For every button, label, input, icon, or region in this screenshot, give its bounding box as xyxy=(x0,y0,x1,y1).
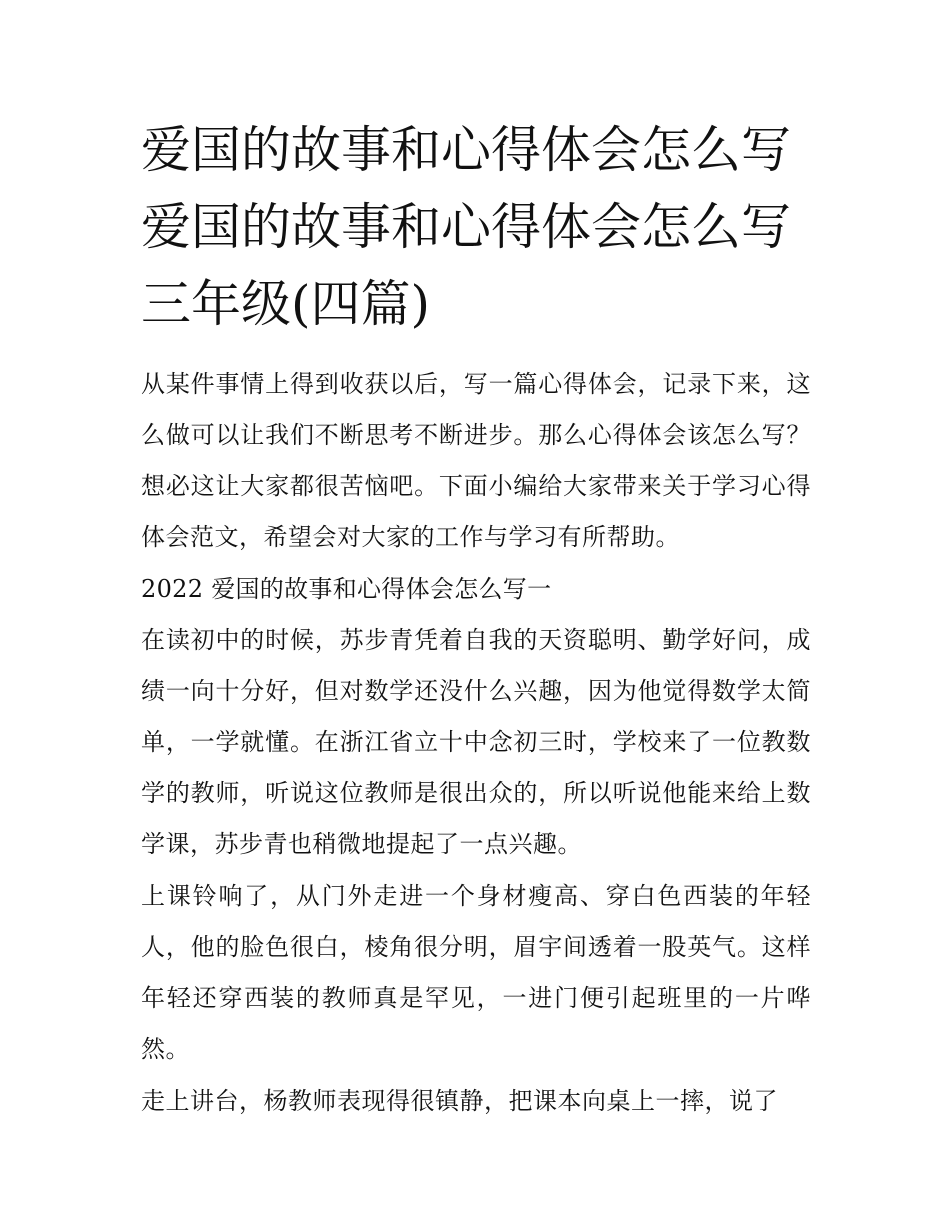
intro-paragraph: 从某件事情上得到收获以后，写一篇心得体会，记录下来，这么做可以让我们不断思考不断进步。那么心得体会该怎么写？想必这让大家都很苦恼吧。下面小编给大家带来关于学习心得体会范文，希望会对大家的工作与学习有所帮助。 xyxy=(141,370,811,551)
document-title xyxy=(141,112,811,343)
title-line: 三年级(四篇) xyxy=(141,275,431,333)
document-body xyxy=(141,112,811,1128)
title-line: 爱国的故事和心得体会怎么写 xyxy=(141,198,791,256)
body-paragraph: 上课铃响了，从门外走进一个身材瘦高、穿白色西装的年轻人，他的脸色很白，棱角很分明，眉宇间透着一股英气。这样年轻还穿西装的教师真是罕见，一进门便引起班里的一片哗然。 xyxy=(141,882,811,1063)
section-heading: 2022 爱国的故事和心得体会怎么写一 xyxy=(141,575,552,603)
title-line: 爱国的故事和心得体会怎么写 xyxy=(141,121,791,179)
body-paragraph: 走上讲台，杨教师表现得很镇静，把课本向桌上一摔，说了 xyxy=(141,1087,778,1115)
body-paragraph: 在读初中的时候，苏步青凭着自我的天资聪明、勤学好问，成绩一向十分好，但对数学还没什么兴趣，因为他觉得数学太简单，一学就懂。在浙江省立十中念初三时，学校来了一位教数学的教师，听说这位教师是很出众的，所以听说他能来给上数学课，苏步青也稍微地提起了一点兴趣。 xyxy=(141,626,811,858)
